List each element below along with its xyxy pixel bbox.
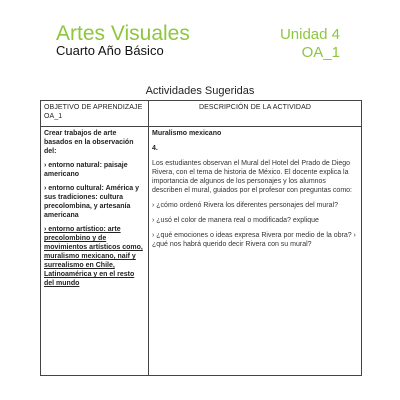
description-column-header: DESCRIPCIÓN DE LA ACTIVIDAD: [149, 101, 362, 127]
activity-paragraph: Los estudiantes observan el Mural del Hotel del Prado de Diego Rivera, con el tema de historia de México. El docente explica la importancia de algunos de los personajes y los alumnos describen el mural, guiados por el profesor con preguntas como:: [152, 160, 352, 194]
section-heading: Actividades Sugeridas: [145, 85, 255, 97]
description-cell: [149, 127, 362, 376]
objective-intro: Crear trabajos de arte basados en la observación del:: [44, 130, 134, 155]
activity-topic: Muralismo mexicano: [152, 130, 222, 137]
page-subtitle: Cuarto Año Básico: [56, 43, 164, 58]
oa-label: OA_1: [301, 44, 340, 61]
objective-column-header: OBJETIVO DE APRENDIZAJE OA_1: [41, 101, 149, 127]
objective-item-artistic: › entorno artístico: arte precolombino y de movimientos artísticos como, muralismo mexicano, naif y surrealismo en Chile, Latinoamérica y en el resto del mundo: [44, 226, 143, 287]
question-item: › ¿cómo ordenó Rivera los diferentes personajes del mural?: [152, 202, 338, 209]
table-header-row: [41, 101, 362, 127]
objective-item-cultural: › entorno cultural: América y sus tradiciones: cultura precolombina, y artesanía americana: [44, 185, 140, 219]
activity-number: 4.: [152, 145, 158, 152]
question-item: › ¿qué emociones o ideas expresa Rivera por medio de la obra? › ¿qué nos habrá querido decir Rivera con su mural?: [152, 232, 356, 248]
unit-label: Unidad 4: [279, 26, 340, 43]
page-header: [0, 0, 400, 70]
question-item: › ¿usó el color de manera real o modificada? explique: [152, 217, 319, 224]
page-title: Artes Visuales: [56, 22, 190, 45]
objective-cell: [41, 127, 149, 376]
objective-item-natural: › entorno natural: paisaje americano: [44, 162, 128, 178]
table-row: [41, 127, 362, 376]
activity-table: [40, 100, 362, 376]
